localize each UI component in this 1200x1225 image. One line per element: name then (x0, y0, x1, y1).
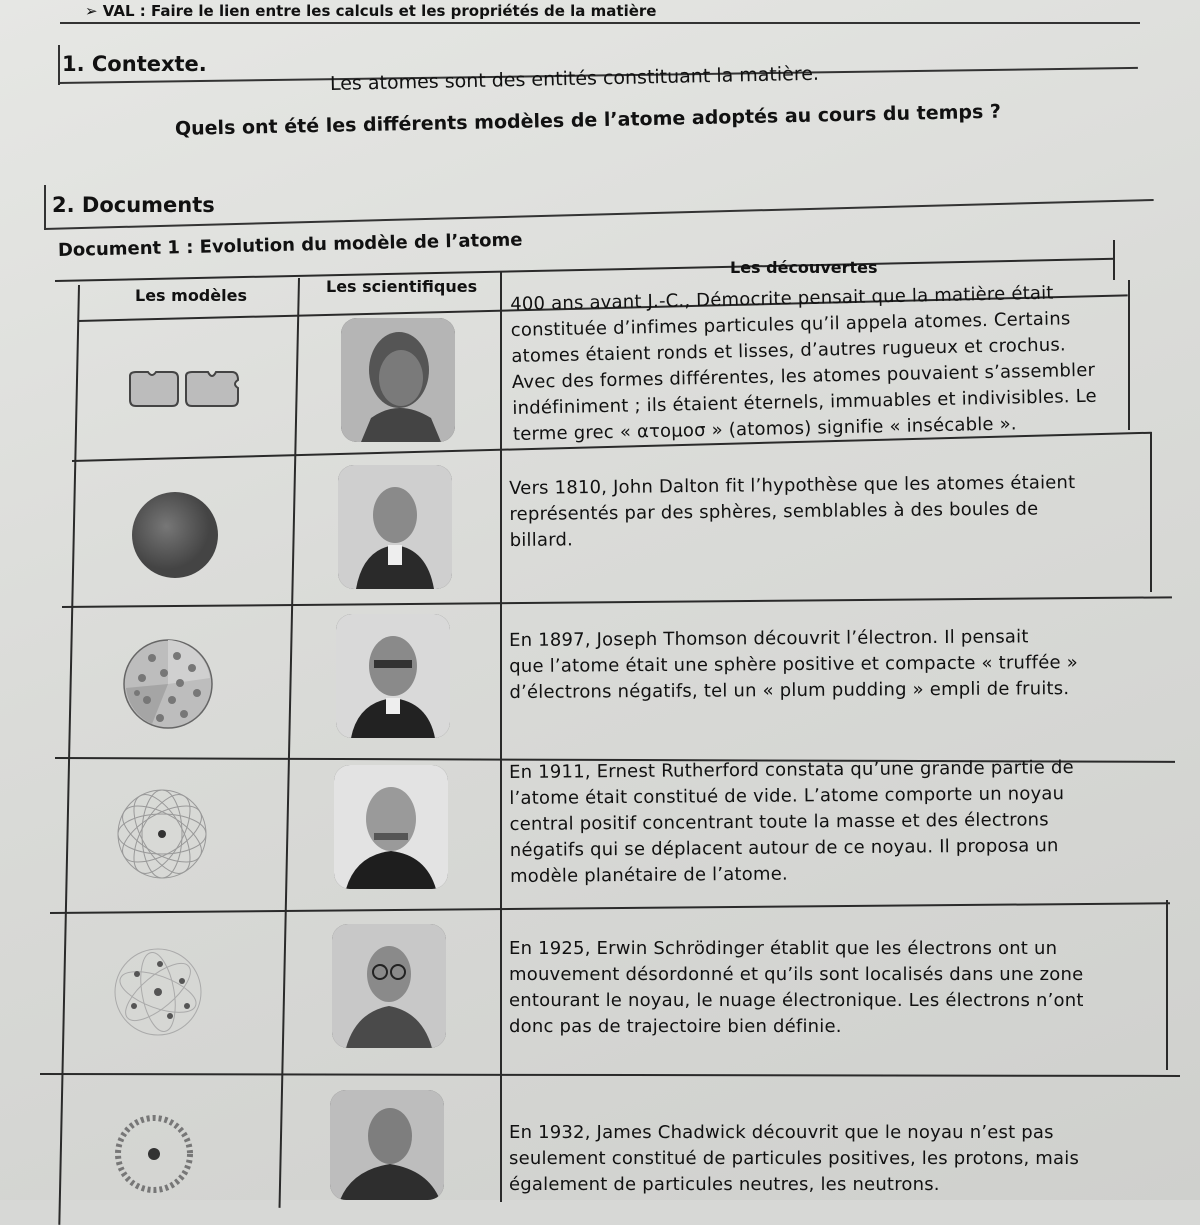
solid-sphere-icon (130, 490, 220, 584)
row1-right-border (1128, 280, 1130, 430)
thomson-portrait (336, 614, 450, 738)
context-question: Quels ont été les différents modèles de l’atome adoptés au cours du temps ? (174, 100, 1002, 140)
table-left-border (58, 285, 80, 1225)
planetary-model-icon (115, 787, 209, 885)
democritus-portrait (341, 318, 455, 442)
column-header-discoveries: Les découvertes (730, 258, 878, 277)
discovery-text-democritus: 400 ans avant J.-C., Démocrite pensait que la matière était constituée d’infimes particules qu’il appela atomes. Certains atomes étaient ronds et lisses, d’autres rugueux et crochus. Avec des formes différentes, les atomes pouvaient s’assembler indéfiniment ; ils étaient éternels, immuables et indivisibles. Le terme grec « ατομοσ » (atomos) signifie « insécable ». (510, 282, 1098, 445)
documents-box-left (44, 185, 46, 230)
column-header-scientists: Les scientifiques (326, 277, 478, 296)
row2-right-border (1150, 432, 1152, 592)
discovery-text-dalton: Vers 1810, John Dalton fit l’hypothèse que les atomes étaient représentés par des sphères, semblables à des boules de billard. (509, 472, 1076, 551)
row-separator-2 (62, 596, 1172, 608)
header-right-border (1113, 240, 1115, 280)
row-separator-4 (50, 902, 1170, 914)
column-header-models: Les modèles (135, 286, 247, 305)
row5-right-border (1166, 900, 1168, 1070)
dalton-portrait (338, 465, 452, 589)
democritus-atoms-icon (128, 370, 243, 414)
column-divider-2 (500, 272, 502, 1202)
val-objective-line: ➢ VAL : Faire le lien entre les calculs et les propriétés de la matière (85, 2, 657, 20)
context-sentence: Les atomes sont des entités constituant la matière. (329, 62, 820, 95)
context-title: 1. Contexte. (62, 52, 207, 76)
context-box-left (58, 45, 60, 85)
rutherford-portrait (334, 765, 448, 889)
discovery-text-schrodinger: En 1925, Erwin Schrödinger établit que les électrons ont un mouvement désordonné et qu’ils sont localisés dans une zone entourant le noyau, le nuage électronique. Les électrons n’ont donc pas de trajectoire bien définie. (509, 938, 1084, 1037)
discovery-text-chadwick: En 1932, James Chadwick découvrit que le noyau n’est pas seulement constitué de particules positives, les protons, mais également de particules neutres, les neutrons. (509, 1122, 1080, 1195)
column-divider-1 (279, 278, 300, 1208)
plum-pudding-icon (122, 638, 214, 734)
nucleus-shell-icon (112, 1112, 196, 1200)
header-rule (60, 22, 1140, 24)
chadwick-portrait (330, 1090, 444, 1200)
documents-title: 2. Documents (52, 193, 215, 217)
discovery-text-rutherford: En 1911, Ernest Rutherford constata qu’une grande partie de l’atome était constitué de vide. L’atome comporte un noyau central positif concentrant toute la masse et des électrons négatifs qui se déplacent autour de ce noyau. Il proposa un modèle planétaire de l’atome. (509, 757, 1074, 887)
schrodinger-portrait (332, 924, 446, 1048)
row-separator-5 (40, 1073, 1180, 1077)
document-1-title: Document 1 : Evolution du modèle de l’atome (57, 229, 523, 261)
table-top-border (55, 258, 1115, 282)
electron-cloud-icon (112, 946, 204, 1042)
discovery-text-thomson: En 1897, Joseph Thomson découvrit l’électron. Il pensait que l’atome était une sphère positive et compacte « truffée » d’électrons négatifs, tel un « plum pudding » empli de fruits. (509, 626, 1078, 703)
